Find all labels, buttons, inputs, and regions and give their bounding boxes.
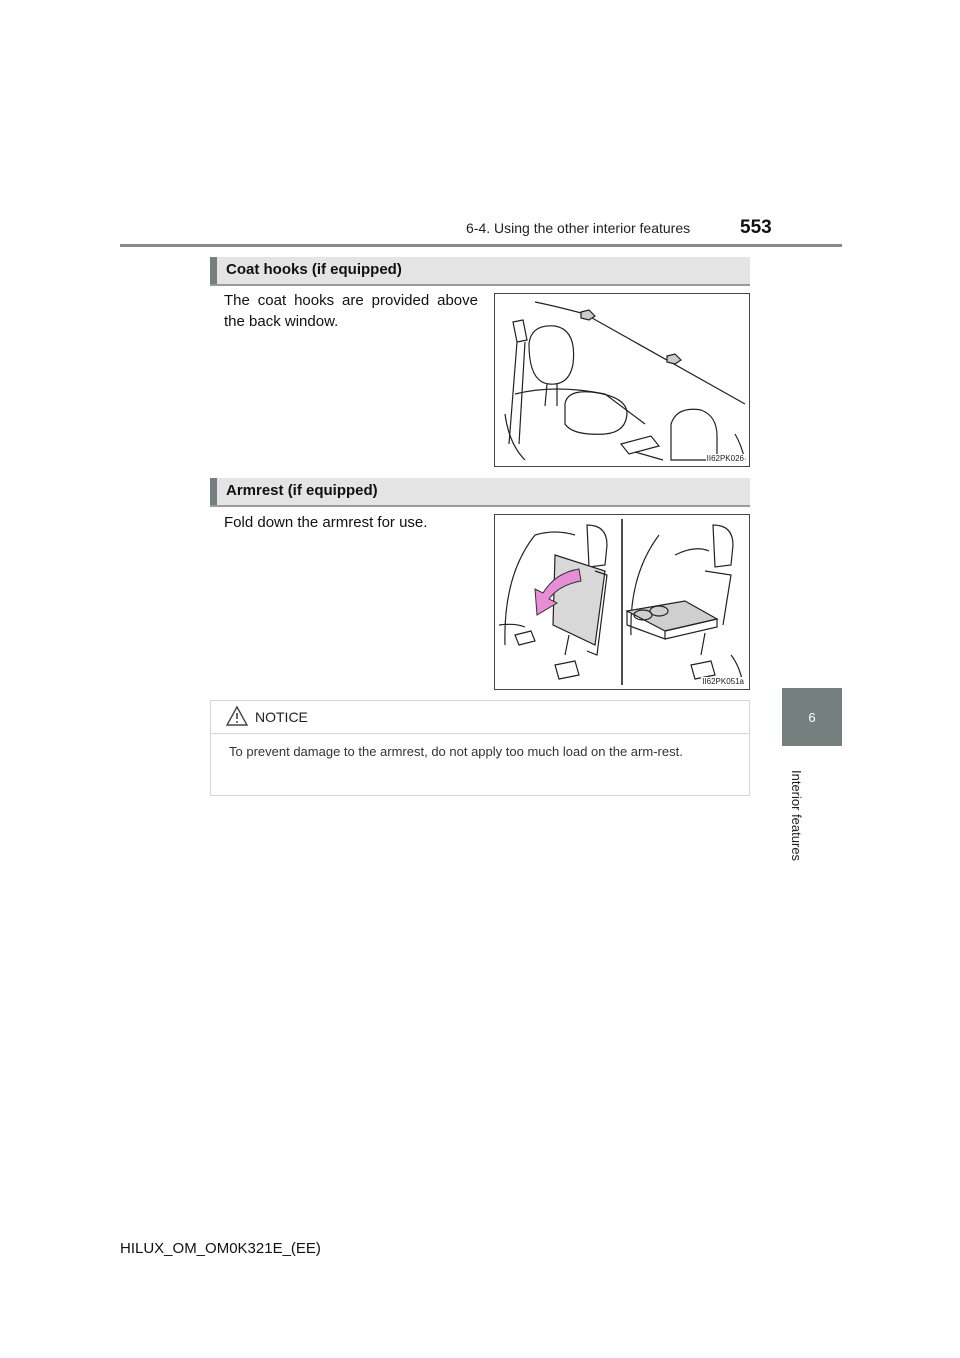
chapter-number: 6 [808, 710, 816, 725]
section-heading-coat-hooks [210, 257, 750, 286]
figure-code: II62PK026 [706, 454, 744, 463]
armrest-illustration [494, 514, 750, 690]
armrest-description: Fold down the armrest for use. [224, 514, 428, 531]
armrest-drawing [495, 515, 749, 689]
chapter-label: Interior features [789, 770, 804, 862]
header-divider [120, 244, 842, 247]
notice-text: To prevent damage to the armrest, do not apply too much load on the arm-rest. [229, 744, 683, 759]
coat-hooks-description: The coat hooks are provided above the back window. [224, 292, 478, 330]
heading-accent-bar [210, 478, 217, 505]
section-heading-text: Armrest (if equipped) [226, 482, 378, 499]
warning-triangle-icon [225, 705, 249, 727]
section-heading-text: Coat hooks (if equipped) [226, 261, 402, 278]
page-number: 553 [740, 217, 772, 238]
section-heading-armrest [210, 478, 750, 507]
heading-accent-bar [210, 257, 217, 284]
document-footer-code: HILUX_OM_OM0K321E_(EE) [120, 1240, 321, 1257]
chapter-tab [782, 688, 842, 746]
coat-hooks-illustration [494, 293, 750, 467]
figure-code: II62PK051a [702, 677, 744, 686]
page-section-title: 6-4. Using the other interior features [466, 220, 691, 236]
notice-box [210, 700, 750, 796]
notice-title: NOTICE [255, 709, 308, 725]
notice-divider [211, 733, 749, 734]
coat-hooks-drawing [495, 294, 749, 466]
